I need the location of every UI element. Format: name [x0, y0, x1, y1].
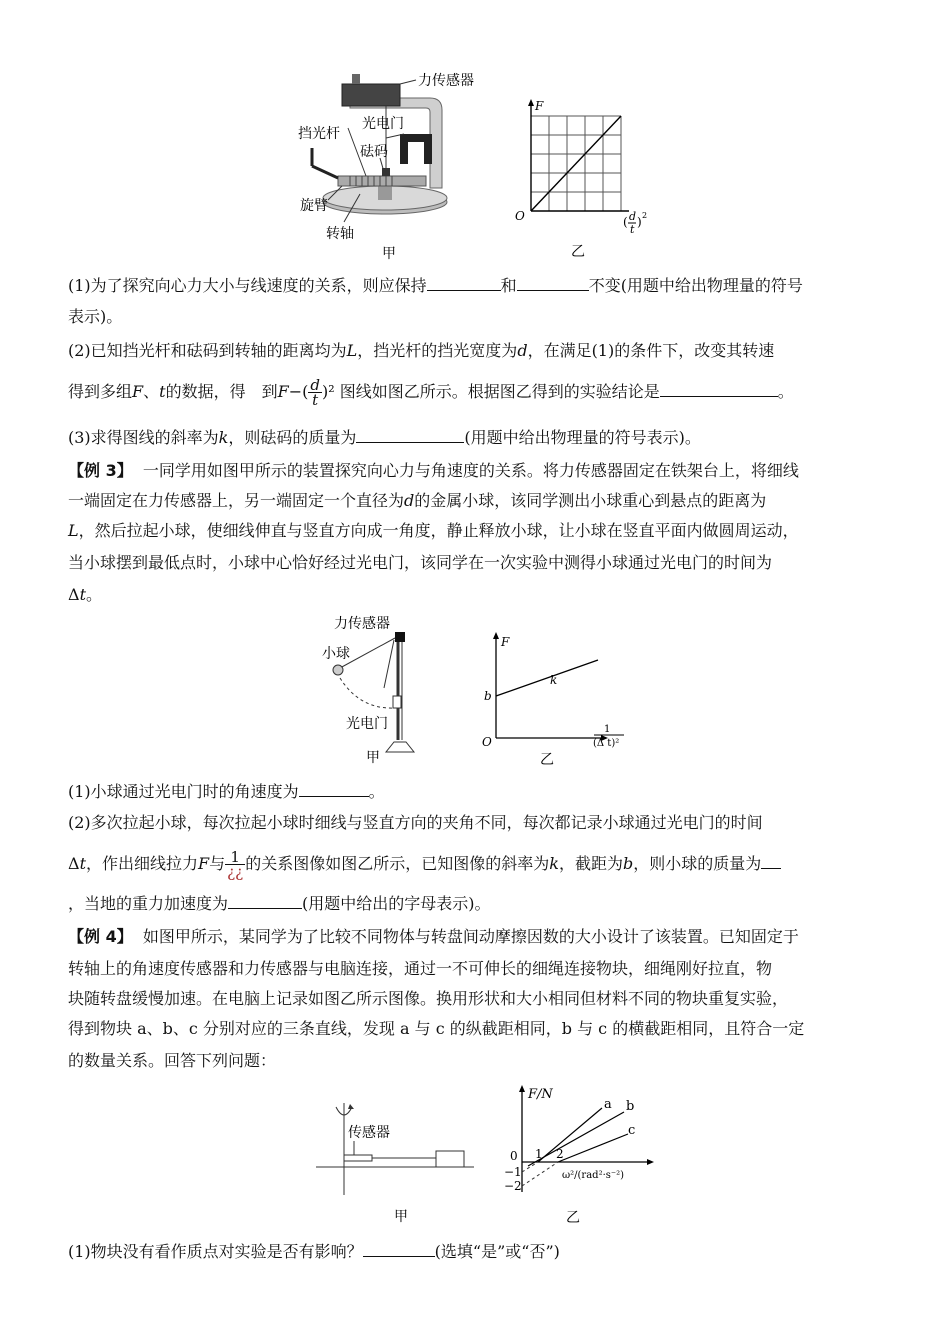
graph-3-y-label: F/N	[528, 1087, 553, 1102]
weight-label: 砝码	[360, 144, 388, 160]
graph-2-x-num: 1	[604, 724, 611, 735]
ex3-tag: 【例 3】	[68, 461, 133, 480]
ex3-q2-line-1: (2)多次拉起小球，每次拉起小球时细线与竖直方向的夹角不同，每次都记录小球通过光电门的时间	[68, 813, 763, 832]
fig3-sensor-label: 传感器	[348, 1125, 390, 1141]
ex3-line-2: 一端固定在力传感器上，另一端固定一个直径为d的金属小球，该同学测出小球重心到悬点的距离为	[68, 491, 767, 510]
graph-3-tick-2: 2	[556, 1147, 564, 1161]
fig2-ball-label: 小球	[322, 646, 350, 662]
figure-2-apparatus	[322, 612, 432, 767]
ex4-line-1: 【例 4】 如图甲所示，某同学为了比较不同物体与转盘间动摩擦因数的大小设计了该装置。已知固定于	[68, 927, 799, 946]
answer-blank-ex3-1[interactable]	[299, 780, 369, 797]
graph-2-origin: O	[482, 735, 492, 749]
ex3-line-5: Δt。	[68, 585, 103, 604]
sensor-label: 力传感器	[418, 73, 474, 89]
ex3-line-3: L，然后拉起小球，使细线伸直与竖直方向成一角度，静止释放小球，让小球在竖直平面内做圆周运动，	[68, 521, 799, 540]
figure-3-apparatus	[314, 1095, 484, 1225]
q2-line-2: 得到多组F、t的数据，得 到F−( $\frac{d}{t}$ )² 图线如图乙所示。根据图乙得到的实验结论是 。	[68, 376, 794, 409]
ex4-tag: 【例 4】	[68, 927, 133, 946]
caption-yi-1: 乙	[571, 244, 585, 260]
ex3-line-4: 当小球摆到最低点时，小球中心恰好经过光电门，该同学在一次实验中测得小球通过光电门的时间为	[68, 553, 773, 572]
graph-3-label-b: b	[626, 1099, 635, 1114]
ex3-line-1: 【例 3】 一同学用如图甲所示的装置探究向心力与角速度的关系。将力传感器固定在铁架台上，将细线	[68, 461, 799, 480]
fig2-sensor-label: 力传感器	[334, 616, 390, 632]
fig2-gate-label: 光电门	[346, 716, 388, 732]
graph-1-x-num: d	[629, 210, 637, 223]
caption-yi-2: 乙	[540, 752, 554, 768]
q2-line-1: (2)已知挡光杆和砝码到转轴的距离均为L，挡光杆的挡光宽度为d，在满足(1)的条件下，改变其转速	[68, 341, 775, 360]
answer-blank-2[interactable]	[660, 380, 778, 397]
graph-3-tick-0: 0	[510, 1149, 518, 1163]
answer-blank-ex4-1[interactable]	[363, 1240, 435, 1257]
ex3-q1-line: (1)小球通过光电门时的角速度为 。	[68, 782, 385, 801]
graph-2-slope: k	[550, 673, 558, 687]
figure-1-graph	[505, 96, 665, 266]
figure-1-apparatus	[290, 70, 500, 265]
graph-1-origin: O	[515, 209, 525, 223]
graph-3-x-label: ω²/(rad²·s⁻²)	[562, 1170, 625, 1181]
axis-label: 转轴	[326, 226, 354, 242]
caption-jia-2: 甲	[366, 750, 380, 766]
caption-jia-3: 甲	[394, 1209, 408, 1225]
ex4-line-3: 块随转盘缓慢加速。在电脑上记录如图乙所示图像。换用形状和大小相同但材料不同的物块重复实验，	[68, 989, 789, 1008]
graph-3-tick-m2: −2	[504, 1179, 522, 1193]
shade-rod-label: 挡光杆	[298, 126, 340, 142]
ex4-line-4: 得到物块 a、b、c 分别对应的三条直线，发现 a 与 c 的纵截距相同，b 与 c 的横截距相同，且符合一定	[68, 1019, 805, 1038]
graph-2-y-label: F	[501, 635, 510, 649]
q3-line-1: (3)求得图线的斜率为k，则砝码的质量为 (用题中给出物理量的符号表示)。	[68, 428, 701, 447]
graph-1-x-exp: 2	[642, 211, 648, 220]
svg-text:): )	[637, 215, 642, 229]
answer-blank-1a[interactable]	[427, 274, 501, 291]
caption-yi-3: 乙	[566, 1210, 580, 1226]
ex3-q2-line-2: Δt，作出细线拉力F与 $\frac{1}{¿¿}$ 的关系图像如图乙所示，已知图像的斜率为k，截距为b，则小球的质量为	[68, 846, 781, 882]
photogate-label: 光电门	[362, 116, 404, 132]
answer-blank-3[interactable]	[356, 426, 464, 443]
answer-blank-ex3-2a[interactable]	[761, 852, 781, 869]
answer-blank-ex3-2b[interactable]	[228, 892, 302, 909]
graph-3-line-a	[538, 1108, 602, 1162]
graph-3-label-a: a	[604, 1097, 612, 1112]
figure-3-graph	[500, 1082, 670, 1227]
figure-2-graph	[476, 628, 646, 768]
fraction-d-over-t: $\frac{d}{t}$	[310, 376, 320, 409]
answer-blank-1b[interactable]	[517, 274, 589, 291]
q1-line-2: 表示)。	[68, 307, 123, 326]
fraction-one-over: $\frac{1}{¿¿}$	[227, 848, 244, 881]
svg-text:(: (	[623, 215, 628, 229]
ex4-line-2: 转轴上的角速度传感器和力传感器与电脑连接，通过一不可伸长的细绳连接物块，细绳刚好拉直，物	[68, 959, 773, 978]
graph-3-label-c: c	[628, 1123, 636, 1138]
graph-3-line-c	[558, 1134, 628, 1162]
graph-2-x-den: (Δ t)²	[593, 738, 620, 749]
ex3-q2-line-3: ，当地的重力加速度为 (用题中给出的字母表示)。	[68, 894, 491, 913]
graph-1-y-label: F	[535, 99, 544, 113]
q1-line-1: (1)为了探究向心力大小与线速度的关系，则应保持 和 不变(用题中给出物理量的符号	[68, 276, 803, 295]
ex4-q1-line: (1)物块没有看作质点对实验是否有影响？ (选填“是”或“否”)	[68, 1242, 560, 1261]
arm-label: 旋臂	[300, 198, 328, 214]
graph-2-intercept: b	[484, 689, 492, 703]
graph-1-line	[531, 116, 621, 211]
graph-2-line	[496, 660, 598, 696]
graph-3-tick-m1: −1	[504, 1165, 522, 1179]
graph-3-tick-1: 1	[535, 1147, 543, 1161]
graph-1-x-den: t	[630, 223, 635, 236]
ex4-line-5: 的数量关系。回答下列问题：	[68, 1051, 277, 1070]
caption-jia-1: 甲	[382, 246, 396, 262]
